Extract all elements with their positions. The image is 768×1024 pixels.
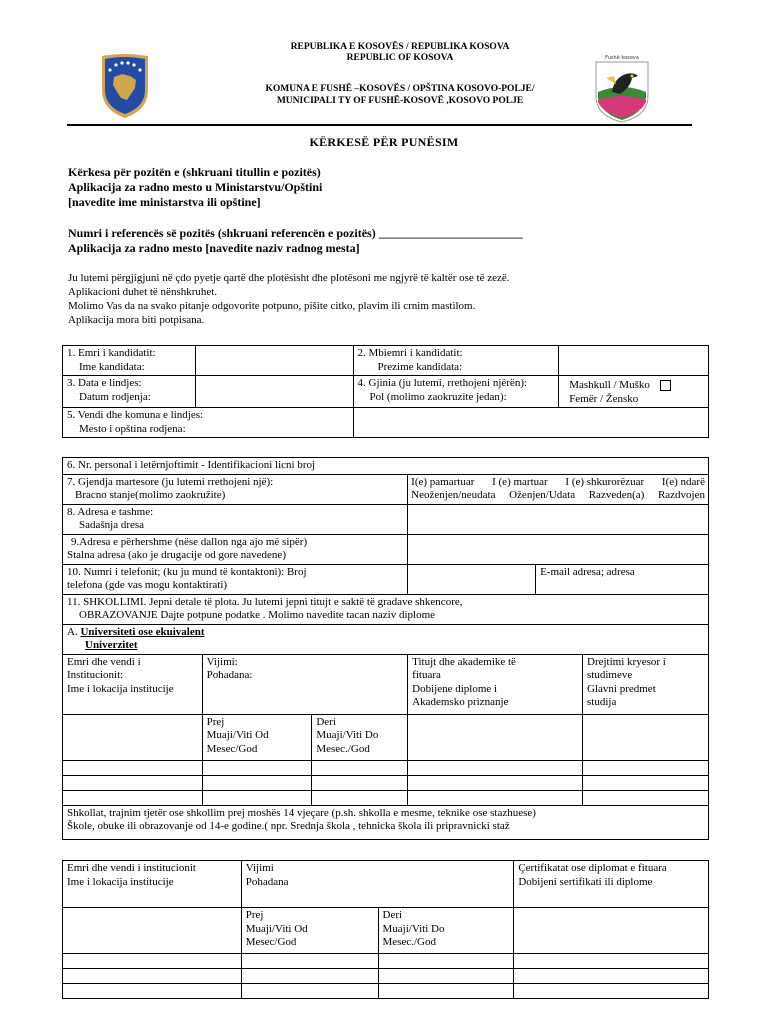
uni-institution-header: Emri dhe vendi i Institucionit: Ime i lokacija institucije [63,654,203,714]
table-cell[interactable] [241,984,378,999]
uni-major-cell[interactable] [583,714,709,760]
reference-line-1: Numri i referencës së pozitës (shkruani referencën e pozitës) ________________________ [68,226,523,240]
instructions-block [68,271,510,327]
table-cell[interactable] [63,954,242,969]
uni-institution-cell[interactable] [63,714,203,760]
table-cell[interactable] [202,775,312,790]
other-institution-header: Emri dhe vendi i institucionit Ime i lokacija institucije [63,861,242,908]
uni-attendance-header: Vijimi: Pohadana: [202,654,408,714]
table-cell[interactable] [408,775,583,790]
other-certificate-cell[interactable] [514,908,709,954]
checkbox-icon[interactable] [660,380,671,391]
email-label[interactable]: E-mail adresa; adresa [536,564,709,594]
table-cell[interactable] [514,969,709,984]
table-cell[interactable] [408,790,583,805]
uni-from-header: Prej Muaji/Viti Od Mesec/God [202,714,312,760]
last-name-label: 2. Mbiemri i kandidatit: Prezime kandidata: [353,346,559,376]
marital-option-divorced[interactable]: I (e) shkurorëzuar [565,475,645,488]
other-schooling-table [62,860,709,999]
position-line-2: Aplikacija za radno mesto u Ministarstvu/Opštini [68,180,323,194]
table-cell[interactable] [583,775,709,790]
birth-date-field[interactable] [195,376,353,408]
last-name-field[interactable] [559,346,709,376]
gender-male-option[interactable]: Mashkull / Muško [569,379,650,391]
personal-id-label: 6. Nr. personal i letërnjoftimit - Identifikacioni licni broj [63,458,709,475]
table-cell[interactable] [241,969,378,984]
permanent-address-field[interactable] [408,534,709,564]
instructions-line-2: Aplikacioni duhet të nënshkruhet. [68,286,218,298]
position-line-3: [navedite ime ministarstva ili opštine] [68,195,261,209]
current-address-field[interactable] [408,504,709,534]
other-schooling-header: Shkollat, trajnim tjetër ose shkollim prej moshës 14 vjeçare (p.sh. shkolla e mesme, teknike ose stazhuese) Škole, obuke ili obrazovanje od 14-e godine.( npr. Srednja škola , tehnicka škola ili pripravnicki staž [63,805,709,839]
header-municipality: KOMUNA E FUSHË –KOSOVËS / OPŠTINA KOSOVO-POLJE/ [265,84,535,94]
instructions-line-3: Molimo Vas da na svako pitanje odgovorite potpuno, pišite citko, plavim ili crnim mastilom. [68,300,476,312]
table-cell[interactable] [202,790,312,805]
current-address-label: 8. Adresa e tashme: Sadašnja dresa [63,504,408,534]
header-republic: REPUBLIKA E KOSOVËS / REPUBLIKA KOSOVA [290,42,510,52]
marital-option-divorced-sr[interactable]: Razveden(a) [588,489,645,501]
page-title: KËRKESË PËR PUNËSIM [309,135,459,149]
table-cell[interactable] [583,760,709,775]
uni-major-header: Drejtimi kryesor i studimeve Glavni predmet studija [583,654,709,714]
birth-date-label: 3. Data e lindjes: Datum rodjenja: [63,376,196,408]
other-certificate-header: Çertifikatat ose diplomat e fituara Dobijeni sertifikati ili diplome [514,861,709,908]
uni-degree-header: Titujt dhe akademike të fituara Dobijene diplome i Akademsko priznanje [408,654,583,714]
first-name-field[interactable] [195,346,353,376]
university-section-title: A. Universiteti ose ekuivalent Univerzitet [63,624,709,654]
table-cell[interactable] [312,775,408,790]
header-republic-en: REPUBLIC OF KOSOVA [346,53,454,63]
table-cell[interactable] [378,984,514,999]
gender-female-option[interactable]: Femër / Žensko [569,392,639,405]
table-cell[interactable] [63,760,203,775]
logo-caption: Fushë kosova [605,55,639,61]
position-block [68,165,322,210]
kosovo-coat-of-arms-icon [100,52,150,120]
table-cell[interactable] [408,760,583,775]
table-cell[interactable] [63,775,203,790]
marital-option-separated-sr[interactable]: Razdvojen [657,489,705,501]
birthplace-field[interactable] [353,408,709,438]
uni-degree-cell[interactable] [408,714,583,760]
marital-option-married-sr[interactable]: Oženjen/Udata [509,489,576,501]
fushe-kosova-logo-icon [592,52,652,124]
marital-option-single[interactable]: I(e) pamartuar [411,475,475,488]
instructions-line-1: Ju lutemi përgjigjuni në çdo pyetje qartë dhe plotësisht dhe plotësoni me ngjyrë të kaltër ose të zezë. [68,272,510,284]
table-cell[interactable] [63,984,242,999]
table-cell[interactable] [63,969,242,984]
table-cell[interactable] [312,790,408,805]
personal-info-table [62,345,709,438]
table-cell[interactable] [378,969,514,984]
header-municipality-en: MUNICIPALI TY OF FUSHË-KOSOVË ,KOSOVO POLJE [276,96,524,106]
gender-label: 4. Gjinia (ju lutemi, rrethojeni njërën): Pol (molimo zaokruzite jedan): [353,376,559,408]
table-cell[interactable] [378,954,514,969]
marital-option-married[interactable]: I (e) martuar [492,475,548,488]
table-cell[interactable] [202,760,312,775]
table-cell[interactable] [514,984,709,999]
table-cell[interactable] [514,954,709,969]
table-cell[interactable] [63,790,203,805]
marital-status-options[interactable] [408,474,709,504]
instructions-line-4: Aplikacija mora biti potpisana. [68,314,205,326]
uni-to-header: Deri Muaji/Viti Do Mesec./God [312,714,408,760]
other-institution-cell[interactable] [63,908,242,954]
education-header: 11. SHKOLLIMI. Jepni detale të plota. Ju lutemi jepni titujt e saktë të gradave shkencore, OBRAZOVANJE Dajte potpune podatke . Molimo navedite tacan naziv diplome [63,594,709,624]
phone-field[interactable] [408,564,536,594]
table-cell[interactable] [583,790,709,805]
table-cell[interactable] [241,954,378,969]
marital-option-single-sr[interactable]: Neoženjen/neudata [411,489,496,501]
first-name-label: 1. Emri i kandidatit: Ime kandidata: [63,346,196,376]
position-line-1: Kërkesa për pozitën e (shkruani titullin e pozitës) [68,165,321,179]
other-to-header: Deri Muaji/Viti Do Mesec./God [378,908,514,954]
marital-option-separated[interactable]: I(e) ndarë [661,475,705,488]
gender-options[interactable] [559,376,709,408]
table-cell[interactable] [312,760,408,775]
reference-block [68,226,523,256]
reference-line-2: Aplikacija za radno mesto [navedite naziv radnog mesta] [68,241,360,255]
phone-label: 10. Numri i telefonit; (ku ju mund të kontaktoni): Broj telefona (gde vas mogu kontaktirati) [63,564,408,594]
permanent-address-label: 9.Adresa e përhershme (nëse dallon nga ajo më sipër) Stalna adresa (ako je drugacije od gore navedene) [63,534,408,564]
header-divider [67,124,692,126]
marital-status-label: 7. Gjendja martesore (ju lutemi rrethojeni një): Bracno stanje(molimo zaokružite) [63,474,408,504]
birthplace-label: 5. Vendi dhe komuna e lindjes: Mesto i opština rodjena: [63,408,354,438]
other-attendance-header: Vijimi Pohadana [241,861,514,908]
details-table [62,457,709,840]
other-from-header: Prej Muaji/Viti Od Mesec/God [241,908,378,954]
